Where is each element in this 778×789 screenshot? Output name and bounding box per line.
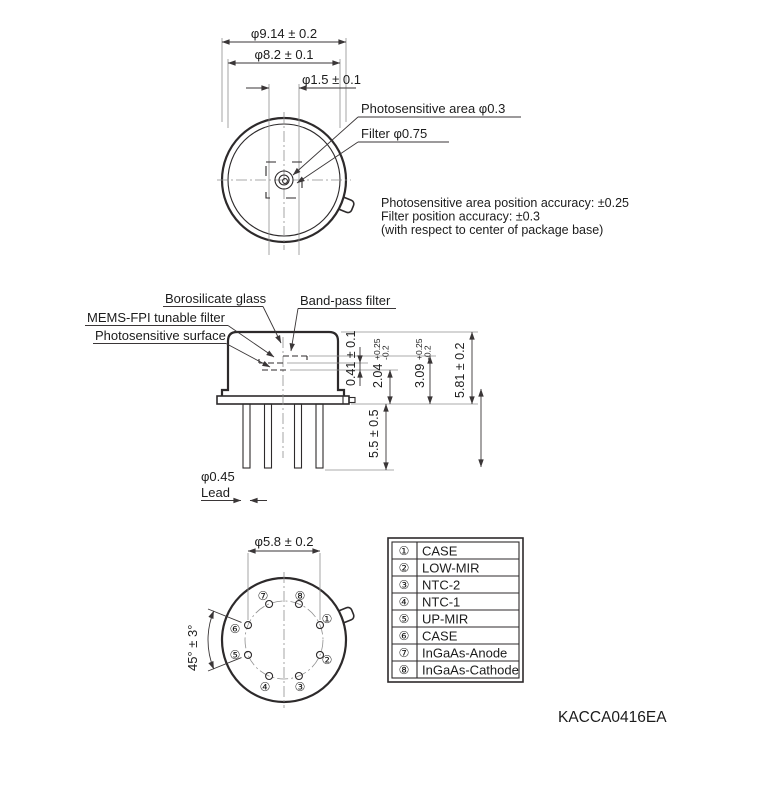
angle-arc: [208, 611, 214, 669]
dim-inner-diameter: φ8.2 ± 0.1: [254, 47, 314, 62]
dim-204-tol-plus: +0.25: [372, 338, 382, 360]
filter-label: Filter φ0.75: [361, 126, 428, 141]
pin-number-cell: ①: [398, 544, 410, 558]
accuracy-notes: [381, 196, 629, 237]
table-row: [399, 629, 458, 644]
pin-name-cell: NTC-2: [422, 577, 461, 593]
dim-outer-diameter: φ9.14 ± 0.2: [250, 26, 318, 41]
dim-lead-length-text: 5.5 ± 0.5: [367, 409, 381, 458]
leader-line: [263, 307, 281, 344]
dim-pin-circle: φ5.8 ± 0.2: [254, 534, 314, 549]
leader-line: [291, 309, 298, 352]
table-row: [399, 544, 458, 559]
pin-name-cell: CASE: [422, 543, 458, 559]
pin-number-cell: ⑥: [398, 629, 410, 643]
lead-pin: [295, 404, 302, 468]
note-line-2: Filter position accuracy: ±0.3: [381, 209, 541, 224]
flange-tab: [349, 398, 355, 403]
table-row: [399, 595, 461, 610]
side-view: [85, 291, 481, 501]
dim-window-diameter: φ1.5 ± 0.1: [302, 72, 361, 87]
dim-204-value: 2.04: [371, 363, 385, 388]
pin-label-8: ⑧: [294, 589, 306, 603]
dim-204: [371, 338, 391, 388]
dim-lead-length: [367, 409, 381, 458]
dim-lead-diameter-text: φ0.45: [201, 469, 235, 484]
photosensitive-area-label: Photosensitive area φ0.3: [361, 101, 506, 116]
borosilicate-glass-label: Borosilicate glass: [165, 291, 267, 306]
dim-309-tol-plus: +0.25: [414, 338, 424, 360]
leader-line: [226, 344, 270, 368]
dim-309-tol-minus: -0.2: [422, 345, 433, 360]
pin-number-cell: ⑤: [398, 612, 410, 626]
table-row: [399, 561, 480, 576]
pin-label-3: ③: [294, 680, 306, 694]
dim-581-text: 5.81 ± 0.2: [453, 342, 467, 398]
dim-041: [344, 330, 358, 386]
bottom-view: [185, 534, 355, 708]
drawing-number: KACCA0416EA: [558, 709, 667, 726]
mems-fpi-filter-label: MEMS-FPI tunable filter: [87, 310, 225, 325]
pin-number-cell: ④: [398, 595, 410, 609]
lead-label: Lead: [201, 485, 230, 500]
lead-pin: [243, 404, 250, 468]
pin-table: [388, 538, 523, 682]
dim-204-tol-minus: -0.2: [380, 345, 391, 360]
note-line-3: (with respect to center of package base): [381, 223, 604, 237]
pin-name-cell: InGaAs-Cathode: [422, 662, 519, 678]
pin-label-4: ④: [259, 680, 271, 694]
dim-angle-text: 45° ± 3°: [185, 624, 200, 671]
band-pass-filter-label: Band-pass filter: [300, 293, 391, 308]
dim-angle: [185, 625, 200, 671]
lead-pin: [265, 404, 272, 468]
note-line-1: Photosensitive area position accuracy: ±0.25: [381, 196, 629, 210]
dim-581: [453, 342, 467, 398]
pin-number-cell: ③: [398, 578, 410, 592]
pin-name-cell: InGaAs-Anode: [422, 645, 508, 661]
lead-pin: [316, 404, 323, 468]
pin-label-5: ⑤: [229, 648, 241, 662]
pin-number-cell: ⑦: [398, 646, 410, 660]
pin-label-6: ⑥: [229, 622, 241, 636]
dim-041-text: 0.41 ± 0.1: [344, 330, 358, 386]
table-row: [399, 612, 469, 627]
table-row: [399, 578, 461, 593]
pin-label-7: ⑦: [257, 589, 269, 603]
pin-name-cell: LOW-MIR: [422, 560, 480, 576]
pin-name-cell: CASE: [422, 628, 458, 644]
pin-label-1: ①: [321, 612, 333, 626]
pin-name-cell: UP-MIR: [422, 611, 469, 627]
pin-number-cell: ②: [398, 561, 410, 575]
photosensitive-surface-label: Photosensitive surface: [95, 328, 226, 343]
leader-line: [228, 326, 274, 358]
pin-number-cell: ⑧: [398, 663, 410, 677]
dim-309-value: 3.09: [413, 363, 427, 388]
pin-name-cell: NTC-1: [422, 594, 461, 610]
table-row: [399, 646, 508, 661]
pin-label-2: ②: [321, 653, 333, 667]
